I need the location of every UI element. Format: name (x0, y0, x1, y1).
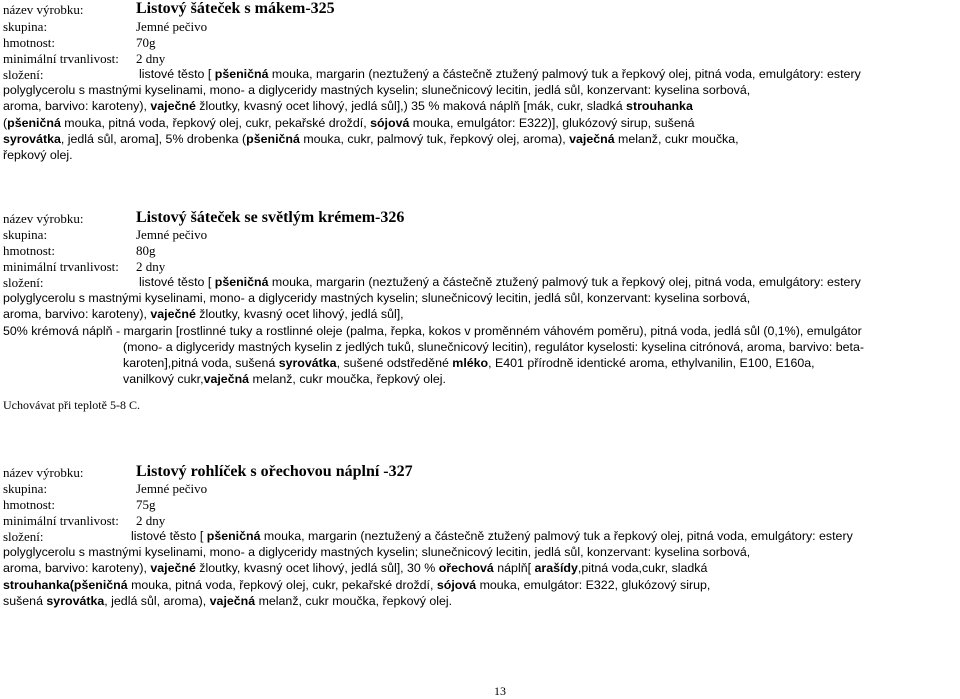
ingredient-text: melanž, cukr moučka, řepkový olej. (255, 593, 453, 608)
composition-text (3, 528, 953, 609)
composition-line (3, 274, 953, 290)
weight-label: hmotnost: (3, 35, 56, 50)
composition-line (3, 290, 953, 306)
ingredient-text: žloutky, kvasný ocet lihový, jedlá sůl],) 35 % maková náplň [mák, cukr, sladká (195, 99, 627, 114)
allergen-text: arašídy (534, 561, 578, 576)
group-value: Jemné pečivo (136, 481, 208, 496)
shelf-life-value: 2 dny (136, 513, 166, 528)
ingredient-text: , E401 přírodně identické aroma, ethylvanilin, E100, E160a, (488, 356, 815, 371)
shelf-life-label: minimální trvanlivost: (3, 513, 119, 528)
ingredient-text: , jedlá sůl, aroma], 5% drobenka ( (60, 131, 247, 146)
weight-value: 70g (136, 35, 156, 50)
composition-label: složení: (3, 529, 44, 544)
group-label: skupina: (3, 19, 48, 34)
ingredient-text: mouka, margarin (neztužený a částečně ztužený palmový tuk a řepkový olej, pitná voda, emulgátory: estery (268, 275, 861, 289)
composition-line (3, 66, 953, 82)
composition-label: složení: (3, 275, 44, 290)
product-title: Listový šáteček s mákem-325 (136, 0, 335, 17)
ingredient-text: , sušené odstředěné (336, 356, 453, 371)
allergen-text: vaječné (150, 561, 196, 576)
shelf-life-label: minimální trvanlivost: (3, 51, 119, 66)
ingredient-text: listové těsto [ (139, 67, 215, 81)
ingredient-text: náplň[ (493, 561, 535, 576)
composition-line (3, 131, 953, 147)
ingredient-text: žloutky, kvasný ocet lihový, jedlá sůl], 30 % (195, 561, 439, 576)
allergen-text: strouhanka(pšeničná (3, 577, 128, 592)
ingredient-text: řepkový olej. (3, 148, 73, 163)
allergen-text: vaječná (203, 372, 250, 387)
composition-line (3, 560, 953, 576)
ingredient-text: mouka, pitná voda, řepkový olej, cukr, pekařské droždí, (60, 115, 371, 130)
ingredient-text: vanilkový cukr, (123, 372, 204, 387)
ingredient-text: mouka, margarin (neztužený a částečně ztužený palmový tuk a řepkový olej, pitná voda, emulgátory: estery (268, 67, 861, 81)
group-label: skupina: (3, 227, 48, 242)
allergen-text: pšeničná (214, 67, 269, 81)
ingredient-text: listové těsto [ (139, 275, 215, 289)
composition-line (3, 98, 953, 114)
composition-line (3, 115, 953, 131)
ingredient-text: melanž, cukr moučka, řepkový olej. (249, 372, 446, 387)
ingredient-text: aroma, barvivo: karoteny), (3, 561, 151, 576)
composition-line (3, 306, 953, 322)
ingredient-text: polyglycerolu s mastnými kyselinami, mono- a diglyceridy mastných kyselin; slunečnicový lecitin, jedlá sůl, konzervant: kyselina sorbová, (3, 291, 751, 306)
allergen-text: sójová (436, 577, 477, 592)
ingredient-text: listové těsto [ (131, 529, 207, 543)
weight-label: hmotnost: (3, 243, 56, 258)
ingredient-text: aroma, barvivo: karoteny), (3, 99, 151, 114)
allergen-text: pšeničná (246, 131, 300, 146)
ingredient-text: polyglycerolu s mastnými kyselinami, mono- a diglyceridy mastných kyselin; slunečnicový lecitin, jedlá sůl, konzervant: kyselina sorbová, (3, 545, 751, 560)
ingredient-text: polyglycerolu s mastnými kyselinami, mono- a diglyceridy mastných kyselin; slunečnicový lecitin, jedlá sůl, konzervant: kyselina sorbová, (3, 83, 751, 98)
product-name-label: název výrobku: (3, 211, 84, 226)
composition-label: složení: (3, 67, 44, 82)
storage-note: Uchovávat při teplotě 5-8 C. (3, 398, 140, 412)
group-value: Jemné pečivo (136, 19, 208, 34)
ingredient-text: mouka, pitná voda, řepkový olej, cukr, pekařské droždí, (127, 577, 437, 592)
weight-value: 80g (136, 243, 156, 258)
shelf-life-value: 2 dny (136, 51, 166, 66)
product-title: Listový šáteček se světlým krémem-326 (136, 209, 405, 226)
composition-text (3, 274, 953, 387)
composition-line (3, 323, 953, 339)
weight-label: hmotnost: (3, 497, 56, 512)
allergen-text: pšeničná (214, 275, 269, 289)
shelf-life-label: minimální trvanlivost: (3, 259, 119, 274)
ingredient-text: (mono- a diglyceridy mastných kyselin z jedlých tuků, slunečnicový lecitin), regulátor kyselosti: kyselina citrónová, aroma, barvivo: beta- (123, 339, 864, 354)
allergen-text: vaječná (569, 131, 615, 146)
composition-line (3, 147, 953, 163)
ingredient-text: aroma, barvivo: karoteny), (3, 307, 151, 322)
ingredient-text: žloutky, kvasný ocet lihový, jedlá sůl], (195, 307, 404, 322)
ingredient-text: ( (3, 115, 8, 130)
ingredient-text: ,pitná voda,cukr, sladká (577, 561, 708, 576)
ingredient-text: melanž, cukr moučka, (614, 131, 739, 146)
product-title: Listový rohlíček s ořechovou náplní -327 (136, 463, 413, 480)
ingredient-text: mouka, cukr, palmový tuk, řepkový olej, aroma), (299, 131, 570, 146)
composition-line (3, 82, 953, 98)
ingredient-text: mouka, emulgátor: E322, glukózový sirup, (476, 577, 711, 592)
group-label: skupina: (3, 481, 48, 496)
ingredient-text: mouka, margarin (neztužený a částečně ztužený palmový tuk a řepkový olej, pitná voda, emulgátory: estery (260, 529, 853, 543)
composition-line (3, 355, 953, 371)
allergen-text: pšeničná (206, 529, 261, 543)
ingredient-text: 50% krémová náplň - margarin [rostlinné tuky a rostlinné oleje (palma, řepka, kokos v proměnném váhovém poměru), pitná voda, jedlá sůl (0,1%), emulgátor (3, 323, 862, 338)
shelf-life-value: 2 dny (136, 259, 166, 274)
allergen-text: vaječná (209, 593, 256, 608)
composition-line (3, 339, 953, 355)
allergen-text: sójová (370, 115, 410, 130)
composition-line (3, 371, 953, 387)
allergen-text: syrovátka (46, 593, 105, 608)
product-name-label: název výrobku: (3, 2, 84, 17)
group-value: Jemné pečivo (136, 227, 208, 242)
composition-line (3, 544, 953, 560)
allergen-text: syrovátka (3, 131, 61, 146)
product-name-label: název výrobku: (3, 465, 84, 480)
composition-line (3, 577, 953, 593)
ingredient-text: sušená (3, 593, 47, 608)
allergen-text: ořechová (438, 561, 494, 576)
weight-value: 75g (136, 497, 156, 512)
allergen-text: syrovátka (278, 356, 337, 371)
allergen-text: vaječné (150, 99, 196, 114)
allergen-text: vaječné (150, 307, 196, 322)
allergen-text: mléko (452, 356, 489, 371)
composition-line (3, 593, 953, 609)
page-number: 13 (494, 684, 506, 698)
composition-line (3, 528, 953, 544)
ingredient-text: karoten],pitná voda, sušená (123, 356, 279, 371)
allergen-text: strouhanka (626, 99, 693, 114)
ingredient-text: mouka, emulgátor: E322)], glukózový sirup, sušená (409, 115, 695, 130)
ingredient-text: , jedlá sůl, aroma), (104, 593, 210, 608)
allergen-text: pšeničná (7, 115, 61, 130)
composition-text (3, 66, 953, 163)
